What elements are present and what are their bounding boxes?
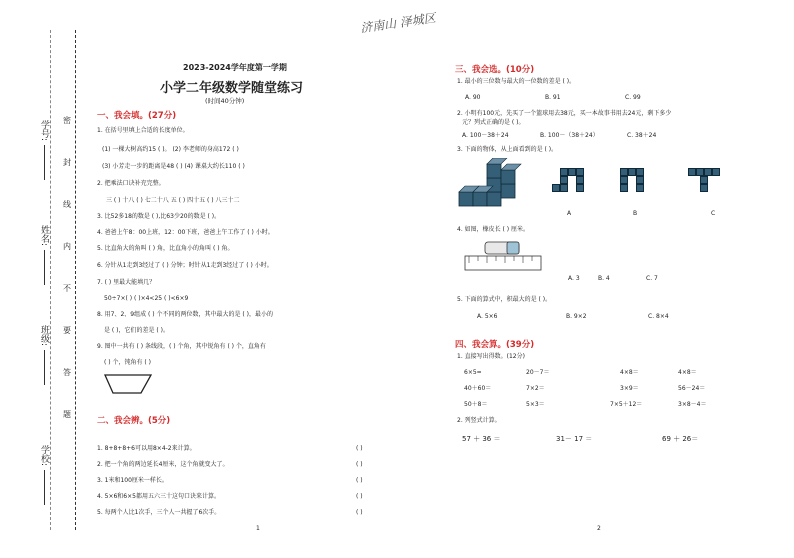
trapezoid-figure bbox=[103, 373, 153, 395]
question: (3) 小芳走一步的距离是48 ( ) (4) 课桌大约长110 ( ) bbox=[102, 163, 245, 170]
section-title: 二、我会辨。(5分) bbox=[97, 416, 171, 426]
exam-title: 小学二年级数学随堂练习 bbox=[160, 81, 304, 96]
calc-item: 56－24＝ bbox=[678, 385, 706, 392]
calc-item: 4×8＝ bbox=[678, 369, 697, 376]
question: 4. 如图，橡皮长 ( ) 厘米。 bbox=[457, 226, 530, 233]
answer-paren: ( ) bbox=[356, 477, 363, 484]
question: 3. 比52多18的数是 ( ),比63少20的数是 ( )。 bbox=[97, 213, 221, 220]
answer-paren: ( ) bbox=[356, 461, 363, 468]
question: 1. 最小的三位数与最大的一位数的差是 ( )。 bbox=[457, 78, 576, 85]
option: C. 8×4 bbox=[648, 313, 669, 320]
judge-item: 5. 每两个人比1次手，三个人一共握了6次手。 bbox=[97, 509, 221, 516]
answer-paren: ( ) bbox=[356, 509, 363, 516]
calc-item: 6×5= bbox=[464, 369, 482, 376]
answer-paren: ( ) bbox=[356, 445, 363, 452]
calc-item: 50＋8＝ bbox=[464, 401, 488, 408]
question: 2. 小明有100元，先买了一个篮球用去38元，买一本故事书用去24元，剩下多少 bbox=[457, 110, 672, 117]
seal-char: 封 bbox=[63, 158, 71, 167]
option: C. 99 bbox=[625, 94, 641, 101]
calc-item: 4×8＝ bbox=[620, 369, 639, 376]
option-label: A bbox=[567, 210, 572, 217]
option: C. 7 bbox=[646, 275, 658, 282]
question: 2. 把乘法口诀补充完整。 bbox=[97, 180, 165, 187]
answer-paren: ( ) bbox=[356, 493, 363, 500]
question: 5. 下面的算式中，积最大的是 ( )。 bbox=[457, 296, 552, 303]
page-number: 2 bbox=[597, 525, 601, 532]
vertical-calc-item: 31－ 17 ＝ bbox=[556, 435, 593, 443]
option: A. 5×6 bbox=[477, 313, 498, 320]
question: 1. 直接写出得数。(12分) bbox=[457, 353, 525, 360]
seal-char: 题 bbox=[63, 410, 71, 419]
vertical-calc-item: 57 ＋ 36 ＝ bbox=[462, 435, 501, 443]
question: 3. 下面的物体，从上面看到的是 ( )。 bbox=[457, 146, 558, 153]
option-label: C bbox=[711, 210, 716, 217]
seal-char: 线 bbox=[63, 200, 71, 209]
question: 1. 在括号里填上合适的长度单位。 bbox=[97, 127, 189, 134]
question: 5. 比直角大的角叫 ( ) 角，比直角小的角叫 ( ) 角。 bbox=[97, 245, 234, 252]
seal-char: 答 bbox=[63, 368, 71, 377]
judge-item: 3. 1米和100厘米一样长。 bbox=[97, 477, 168, 484]
judge-item: 2. 把一个角的两边延长4厘米，这个角就变大了。 bbox=[97, 461, 229, 468]
option: A. 100－38＋24 bbox=[462, 132, 509, 139]
question: 元？列式正确的是 ( )。 bbox=[462, 119, 525, 126]
question: ( ) 个，钝角有 ( ) bbox=[104, 359, 151, 366]
handwritten-note: 济南山 泽城区 bbox=[359, 10, 437, 36]
question: 7. ( ) 里最大能填几？ bbox=[97, 279, 156, 286]
question: 8. 用7、2、9组成 ( ) 个不同的两位数，其中最大的是 ( )，最小的 bbox=[97, 311, 273, 318]
name-label: 姓名: bbox=[39, 225, 49, 247]
option-label: B bbox=[633, 210, 638, 217]
calc-item: 5×3＝ bbox=[526, 401, 545, 408]
calc-item: 7×2＝ bbox=[526, 385, 545, 392]
question: 9. 图中一共有 ( ) 条线段，( ) 个角，其中锐角有 ( ) 个，直角有 bbox=[97, 343, 266, 350]
section-title: 一、我会填。(27分) bbox=[97, 111, 177, 121]
student-id-label: 学号: bbox=[39, 120, 49, 142]
section-title: 三、我会选。(10分) bbox=[455, 65, 535, 75]
question: 50÷7×( ) ( )×4<25 ( )<6×9 bbox=[104, 295, 189, 302]
seal-char: 要 bbox=[63, 326, 71, 335]
page-number: 1 bbox=[256, 525, 260, 532]
seal-char: 密 bbox=[63, 116, 71, 125]
question: 4. 爸爸上午8：00上班，12：00下班，爸爸上午工作了 ( ) 小时。 bbox=[97, 229, 274, 236]
option: B. 9×2 bbox=[566, 313, 587, 320]
option: C. 38＋24 bbox=[627, 132, 657, 139]
judge-item: 1. 8+8+8+6可以用8×4-2来计算。 bbox=[97, 445, 196, 452]
judge-item: 4. 5×6和6×5都用五六三十这句口诀来计算。 bbox=[97, 493, 220, 500]
exam-time: (时间40分钟) bbox=[205, 97, 245, 105]
class-label: 班级: bbox=[39, 325, 49, 347]
calc-item: 40＋60＝ bbox=[464, 385, 492, 392]
question: 三 ( ) 十八 ( ) 七二十八 五 ( ) 四十五 ( ) 八三十二 bbox=[106, 197, 240, 204]
vertical-calc-item: 69 ＋ 26＝ bbox=[662, 435, 699, 443]
option: B. 100－（38＋24） bbox=[540, 132, 599, 139]
option: B. 4 bbox=[598, 275, 610, 282]
option: A. 3 bbox=[568, 275, 580, 282]
section-title: 四、我会算。(39分) bbox=[455, 340, 535, 350]
question: 6. 分针从1走到3经过了 ( ) 分钟；时针从1走到3经过了 ( ) 小时。 bbox=[97, 262, 273, 269]
eraser-ruler-figure bbox=[463, 238, 543, 274]
option: A. 90 bbox=[465, 94, 481, 101]
seal-char: 不 bbox=[63, 284, 71, 293]
cube-stack-figure bbox=[457, 158, 523, 208]
question: 2. 列竖式计算。 bbox=[457, 417, 501, 424]
option: B. 91 bbox=[545, 94, 561, 101]
question: (1) 一棵大树高约15 ( )。 (2) 李老师的身高172 ( ) bbox=[102, 146, 239, 153]
calc-item: 3×9＝ bbox=[620, 385, 639, 392]
school-label: 学校: bbox=[39, 445, 49, 467]
question: 是 ( )，它们的差是 ( )。 bbox=[104, 327, 169, 334]
seal-char: 内 bbox=[63, 242, 71, 251]
calc-item: 20－7＝ bbox=[526, 369, 550, 376]
calc-item: 3×8－4＝ bbox=[678, 401, 707, 408]
school-year: 2023-2024学年度第一学期 bbox=[183, 63, 287, 72]
calc-item: 7×5＋12＝ bbox=[610, 401, 643, 408]
